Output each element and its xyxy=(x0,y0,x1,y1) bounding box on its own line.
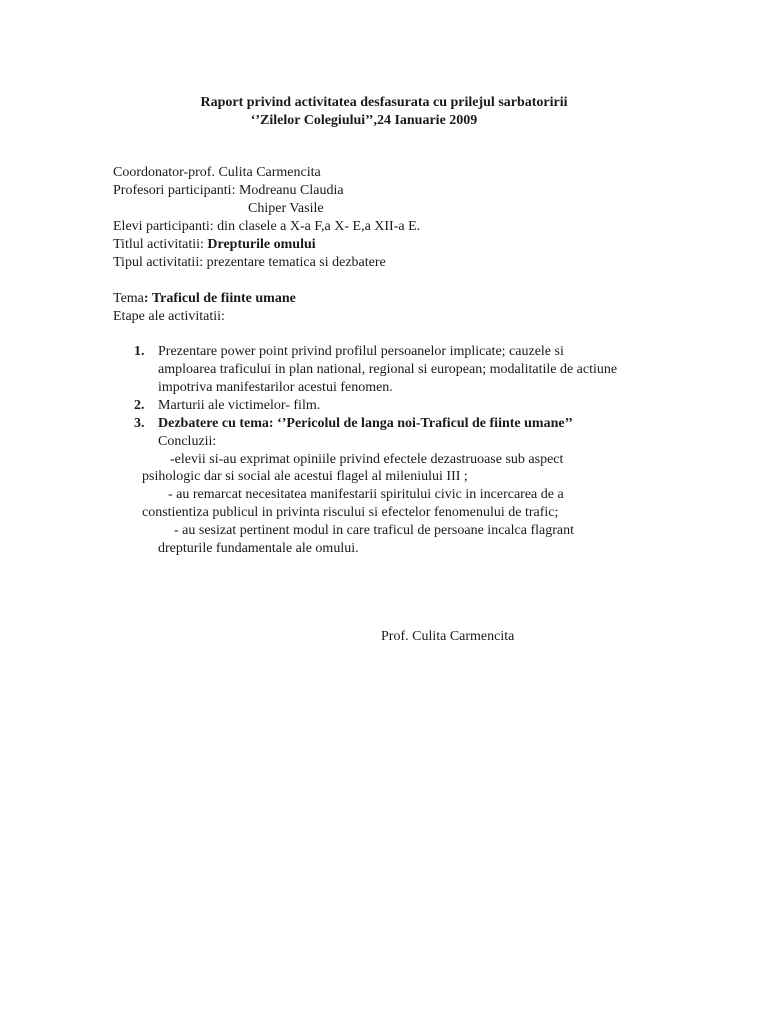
teachers-line: Profesori participanti: Modreanu Claudia xyxy=(113,183,344,198)
signature: Prof. Culita Carmencita xyxy=(381,629,515,644)
list-item-2-number: 2. xyxy=(134,398,145,413)
list-item-1-line-1: Prezentare power point privind profilul persoanelor implicate; cauzele si xyxy=(158,344,564,359)
activity-title-value: Drepturile omului xyxy=(207,237,316,252)
conclusions-label: Concluzii: xyxy=(158,434,217,449)
theme-line xyxy=(113,290,296,308)
stages-label: Etape ale activitatii: xyxy=(113,309,225,324)
report-title-line2: ‘’Zilelor Colegiului’’,24 Ianuarie 2009 xyxy=(250,113,478,128)
list-item-2-line-1: Marturii ale victimelor- film. xyxy=(158,398,321,413)
activity-title-line xyxy=(113,236,316,254)
theme-value: : Traficul de fiinte umane xyxy=(143,291,296,306)
list-item-1-line-3: impotriva manifestarilor acestui fenomen. xyxy=(158,380,393,395)
activity-title-label: Titlul activitatii: xyxy=(113,237,208,252)
report-title-line1: Raport privind activitatea desfasurata cu prilejul sarbatoririi xyxy=(200,95,568,110)
list-item-3-number: 3. xyxy=(134,416,145,431)
conclusion-line-5: - au sesizat pertinent modul in care traficul de persoane incalca flagrant xyxy=(174,523,574,538)
conclusion-line-2: psihologic dar si social ale acestui flagel al mileniului III ; xyxy=(142,469,468,484)
list-item-1-number: 1. xyxy=(134,344,145,359)
activity-type-line: Tipul activitatii: prezentare tematica si dezbatere xyxy=(113,255,386,270)
teacher-2-line: Chiper Vasile xyxy=(248,201,324,216)
conclusion-line-6: drepturile fundamentale ale omului. xyxy=(158,541,359,556)
list-item-1-line-2: amploarea traficului in plan national, regional si european; modalitatile de actiune xyxy=(158,362,618,377)
theme-label: Tema xyxy=(113,291,144,306)
conclusion-line-3: - au remarcat necesitatea manifestarii spiritului civic in incercarea de a xyxy=(168,487,564,502)
list-item-3-line-1: Dezbatere cu tema: ‘’Pericolul de langa noi-Traficul de fiinte umane’’ xyxy=(158,416,573,431)
students-line: Elevi participanti: din clasele a X-a F,a X- E,a XII-a E. xyxy=(113,219,421,234)
coordinator-line: Coordonator-prof. Culita Carmencita xyxy=(113,165,321,180)
conclusion-line-4: constientiza publicul in privinta riscului si efectelor fenomenului de trafic; xyxy=(142,505,559,520)
conclusion-line-1: -elevii si-au exprimat opiniile privind efectele dezastruoase sub aspect xyxy=(170,452,564,467)
